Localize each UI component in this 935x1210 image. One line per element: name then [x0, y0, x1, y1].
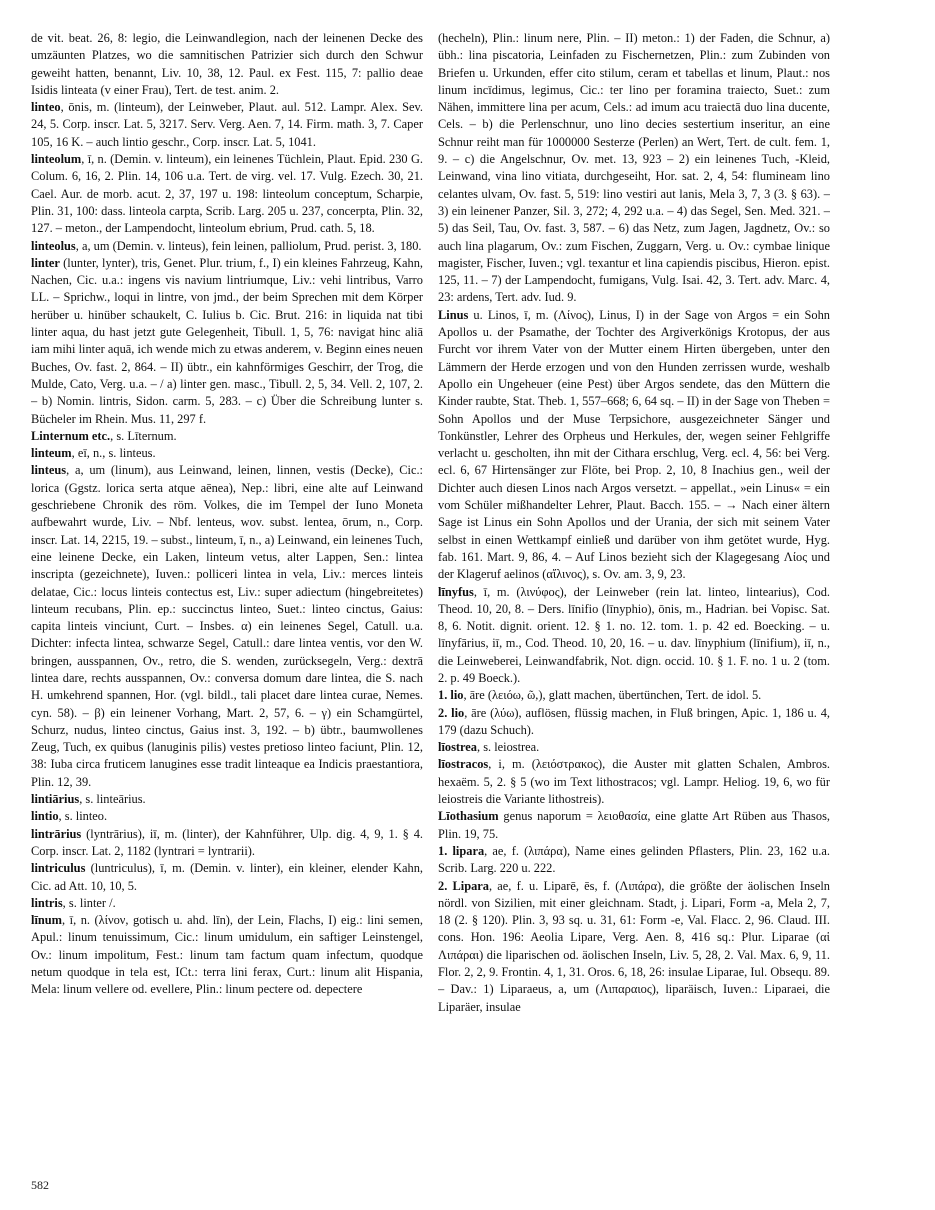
right-column: [438, 30, 830, 1180]
entry-text: , eī, n., s. linteus.: [71, 446, 156, 461]
entry-headword: lintris: [31, 895, 63, 910]
entry-text: , āre (λειόω, ῶ,), glatt machen, übertünchen, Tert. de idol. 5.: [463, 688, 762, 703]
dictionary-entry: [31, 895, 423, 912]
entry-headword: līnum: [31, 913, 62, 928]
dictionary-entry: [438, 843, 830, 878]
entry-text: , a, um (Demin. v. linteus), fein leinen, palliolum, Prud. perist. 3, 180.: [75, 238, 422, 253]
entry-headword: lintio: [31, 809, 59, 824]
entry-text: de vit. beat. 26, 8: legio, die Leinwandlegion, nach der leinenen Decke des umzäunten Platzes, wo die samnitischen Patrizier sich durch den Schwur geweiht hatten, benannt, Liv. 10, 38, 12. Paul. ex Fest. 115, 7: pallio deae Isidis linteata (v einer Frau), Tert. de test. anim. 2.: [31, 31, 423, 97]
entry-headword: līnyfus: [438, 584, 474, 599]
entry-headword: linter: [31, 255, 60, 270]
dictionary-entry: [438, 30, 830, 307]
dictionary-entry: [31, 860, 423, 895]
dictionary-entry: [31, 912, 423, 998]
entry-text: u. Linos, ī, m. (Λίνος), Linus, I) in der Sage von Argos = ein Sohn Apollos u. der Psamathe, der Tochter des Argiverkönigs Krotopus, der aus Furcht vor ihrem Vater von der Mutter einem Hirten übergeben, unter den Lämmern der Herde erzogen und von den Hunden zerrissen wurde, weshalb Apollo ein Ungeheuer (eine Pest) über Argos sendete, das den Müttern die Kinder raubte, Stat. Theb. 1, 557–668; 6, 64 sq. – II) in der Sage von Theben = Sohn Apollos und der Muse Terpsichore, ausgezeichneter Sänger und Tonkünstler, Lehrer des Orpheus und Herkules, der, wegen seiner Fehlgriffe verlacht u. gescholten, ihn mit der Cithara erschlug, Verg. ecl. 4, 56: bei Verg. ecl. 6, 67 Hirtensänger zur Flöte, bei Prop. 2, 10, 8 Inachius gen., weil der Dichter auch diesen Linos nach Argos versetzt. – appellat., »ein Linus« = ein vom Schüler mißhandelter Lehrer, Plaut. Bacch. 155. – → Nach einer ältern Sage ist Linus ein Sohn Apollos und der Urania, der sich mit seinem Vater selbst in einen Wettkampf einließ und darüber von ihm getötet wurde, Hyg. fab. 161. Mart. 9, 86, 4. – Auf Linos bezieht sich der Klagegesang Λίος und der Klageruf aelinos (αἴλινος), s. Ov. am. 3, 9, 23.: [438, 307, 830, 582]
entry-headword: linteus: [31, 463, 67, 478]
dictionary-entry: [31, 99, 423, 151]
entry-headword: lintriculus: [31, 861, 86, 876]
entry-headword: 2. lio: [438, 705, 465, 720]
entry-headword: līostracos: [438, 757, 489, 772]
entry-text: , s. Līternum.: [110, 428, 177, 443]
entry-text: , ī, n. (λίνον, gotisch u. ahd. līn), der Lein, Flachs, I) eig.: lini semen, Apul.: linum tenuissimum, Cic.: linum umidulum, ein saftiger Leinstengel, Ov.: linum impolitum, Fest.: linum tam factum quam infectum, quodque netum quodque in tela est, ICt.: terra lini ferax, Curt.: linum alit Hispania, Mela: linum vellere od. evellere, Plin.: linum pectere od. depectere: [31, 913, 423, 997]
entry-headword: Linus: [438, 307, 469, 322]
entry-text: , ī, n. (Demin. v. linteum), ein leinenes Tüchlein, Plaut. Epid. 230 G. Colum. 6, 16, 2. Plin. 14, 106 u.a. Tert. de virg. vel. 17. Vulg. Ezech. 30, 21. Cael. Aur. de morb. acut. 2, 37, 197 u. 198: linteolum conceptum, Scharpie, Plin. 31, 100: dass. linteola carpta, Scrib. Larg. 205 u. 237, concerpta, Plin. 32, 127. – meton., der Lampendocht, linteolum ebrium, Prud. cath. 5, 18.: [31, 152, 423, 236]
dictionary-entry: [438, 756, 830, 808]
dictionary-entry: [31, 808, 423, 825]
entry-headword: līostrea: [438, 740, 477, 755]
dictionary-entry: [438, 705, 830, 740]
dictionary-entry: [31, 826, 423, 861]
entry-headword: 1. lio: [438, 688, 464, 703]
dictionary-entry: [31, 428, 423, 445]
entry-text: , ae, f. u. Liparē, ēs, f. (Λιπάρα), die größte der äolischen Inseln nördl. von Sizilien, mit einer gleichnam. Stadt, j. Lipari, Form -a, Mela 2, 7, 18 (2. § 120). Plin. 3, 93 sq. u. 31, 61: Form -e, Val. Flacc. 2, 96. Claud. III. cons. Hon. 196: Aeolia Lipare, Verg. Aen. 8, 416 sq.: Plur. Liparae (αἱ Λιπάραι) die liparischen od. äolischen Inseln, Liv. 5, 28, 2. Val. Max. 6, 9, 11. Flor. 2, 2, 9. Frontin. 4, 1, 31. Oros. 6, 18, 26: insulae Liparae, Iul. Obsequ. 89. – Dav.: 1) Liparaeus, a, um (Λιπαραιος), liparäisch, Iuven.: Liparaei, die Liparäer, insulae: [438, 878, 830, 1014]
entry-headword: linteo: [31, 100, 61, 115]
dictionary-entry: [438, 808, 830, 843]
dictionary-entry: [31, 30, 423, 99]
entry-text: , ae, f. (λιπάρα), Name eines gelinden Pflasters, Plin. 23, 162 u.a. Scrib. Larg. 220 u. 222.: [438, 843, 830, 876]
entry-headword: lintrārius: [31, 826, 82, 841]
entry-headword: Līothasium: [438, 809, 499, 824]
entry-headword: 2. Lipara: [438, 878, 489, 893]
entry-headword: Linternum etc.: [31, 428, 111, 443]
entry-headword: 1. lipara: [438, 843, 485, 858]
dictionary-entry: [438, 687, 830, 704]
dictionary-entry: [31, 151, 423, 237]
entry-text: , s. linter /.: [62, 895, 116, 910]
dictionary-entry: [31, 255, 423, 428]
entry-text: genus naporum = λειοθασία, eine glatte Art Rüben aus Thasos, Plin. 19, 75.: [438, 809, 830, 841]
entry-text: , s. leiostrea.: [477, 740, 540, 755]
page-number: 582: [31, 1178, 49, 1192]
entry-text: (lunter, lynter), tris, Genet. Plur. trium, f., I) ein kleines Fahrzeug, Kahn, Nachen, Cic. u.a.: ingens vis navium lintriumque, Liv.: vehi lintribus, Varro LL. – Sprichw., loqui in lintre, von jmd., der beim Sprechen mit dem Körper herüber u. hinüber schaukelt, C. Iulius b. Cic. Brut. 216: in liquida nat tibi linter aqua, du hast jetzt gute Gelegenheit, Tibull. 1, 5, 76: navigat hinc aliā iam mihi linter aquā, ich wende mich zu etwas anderem, v. Beginn eines neuen Buches, Ov. fast. 2, 864. – II) übtr., ein kahnförmiges Geschirr, der Trog, die Mulde, Cato, Verg. u.a. – / a) linter gen. masc., Tibull. 2, 5, 34. Vell. 2, 107, 2. – b) Nomin. lintris, Sidon. carm. 5, 283. – c) Über die Schreibung lunter s. Bücheler im Rhein. Mus. 11, 297 f.: [31, 255, 423, 426]
dictionary-entry: [438, 584, 830, 688]
entry-text: , s. linteo.: [58, 809, 108, 824]
left-column: [31, 30, 423, 1180]
entry-headword: linteum: [31, 446, 72, 461]
entry-text: , āre (λύω), auflösen, flüssig machen, in Fluß bringen, Apic. 1, 186 u. 4, 179 (dazu Schuch).: [438, 705, 830, 737]
entry-headword: linteolum: [31, 152, 82, 167]
entry-text: , s. linteārius.: [79, 792, 146, 807]
dictionary-entry: [31, 791, 423, 808]
dictionary-entry: [31, 462, 423, 791]
entry-text: (hecheln), Plin.: linum nere, Plin. – II) meton.: 1) der Faden, die Schnur, a) übh.: lina piscatoria, Leinfaden zu Fischernetzen, Plin.: zum Zubinden von Briefen u. Urkunden, effer cito stilum, ceram et tabellas et linum, Plaut.: nos linum incīdimus, legimus, Cic.: ter lino per foramina traiecto, Suet.: zum Nähen, immittere lina per acum, Cels.: ad imum acu traiectā duo lina ducente, Cels. – b) die Perlenschnur, uno lino decies sestertium inseritur, an eine Schnur reiht man für 1000000 Sesterze (Perlen) an Wert, Tert. de cult. fem. 1, 9. – c) die Angelschnur, Ov. met. 13, 923 – 2) ein leinenes Tuch, -Kleid, Leinwand, vina lino vitiata, durchgeseiht, Hor. sat. 2, 4, 54: flumineam lino celantes ulvam, Ov. fast. 5, 519: lino vestiri aut lanis, Mela 3, 7, 3 (3. § 63). – 3) ein leinener Panzer, Sil. 3, 272; 4, 292 u.a. – 4) das Segel, Sen. Med. 321. – 5) das Seil, Tau, Ov. fast. 3, 587. – 6) das Netz, zum Jagen, Jagdnetz, Ov.: so auch lina plagarum, Ov.: zum Fischen, Zuggarn, Verg. u. Ov.: cymbae linique magister, Fischer, Iuven.; vgl. texantur et lina capiendis piscibus, Hieron. epist. 125, 11. – 7) der Lampendocht, fumigans, Vulg. Isai. 42, 3. Tert. adv. Marc. 4, 23: ardens, Tert. adv. Iud. 9.: [438, 31, 830, 305]
entry-text: (luntriculus), ī, m. (Demin. v. linter), ein kleiner, elender Kahn, Cic. ad Att. 10, 10, 5.: [31, 861, 423, 893]
entry-text: , ī, m. (λινύφος), der Leinweber (rein lat. linteo, lintearius), Cod. Theod. 10, 20, 8. – Ders. līnifio (līnyphio), ōnis, m., Hadrian. bei Vopisc. Sat. 8, 6. Notit. dignit. orient. 12. § 1. no. 12. tom. 1. p. 42 ed. Boecking. – u. līnyfārius, iī, m., Cod. Theod. 10, 20, 16. – u. dav. līnyphium (līnifium), iī, n., die Leinweberei, Leinwandfabrik, Not. dign. occid. 10. § 1. F. no. 1 u. 2 (tom. 2. p. 49 Boeck.).: [438, 584, 830, 685]
entry-headword: linteolus: [31, 238, 76, 253]
entry-text: , a, um (linum), aus Leinwand, leinen, linnen, vestis (Decke), Cic.: lorica (Ggstz. lorica serta atque aēnea), Nep.: libri, eine alte auf Leinwand geschriebene Chronik des röm. Volkes, die im Tempel der Iuno Moneta aufbewahrt wurde, Liv. – Nbf. lenteus, wov. subst. lentea, ōrum, n., Corp. inscr. Lat. 14, 2215, 19. – subst., linteum, ī, n., a) Leinwand, ein leinenes Tuch, eine leinene Decke, ein Laken, linteum vetus, alter Lappen, Sen.: lintea inscripta (gezeichnete), Iuven.: polliceri lintea in vela, Liv.: merces linteis delatae, Cic.: locus linteis contectus est, Liv.: super adiectum (hingebreitetes) linteum recubans, Plin. ep.: succinctus linteo, Suet.: linteo cinctus, Gaius: capita linteis vinciunt, Curt. – Insbes. α) ein leinenes Segel, Catull. u.a. Dichter: infecta lintea, schwarze Segel, Catull.: dare lintea ventis, vor den W. bringen, ausspannen, Ov., retro, die S. wenden, zurücksegeln, Verg.: dextrā lintea dare, rechts ausspannen, Ov.: conversa domum dare lintea, die S. nach H. umkehrend spannen, Hor. (vgl. bildl., tali placet dare lintea curae, Nemes. cyn. 58). – β) ein leinener Vorhang, Mart. 2, 57, 6. – γ) ein Schamgürtel, Schurz, nudus, linteo cinctus, Gaius inst. 3, 192. – b) übtr., baumwollenes Zeug, Tuch, ex quibus (lanuginis pilis) vestes pretioso linteo faciunt, Plin. 12, 38: Iuba circa fruticem lanugines esse tradit linteaque ea Indicis praestantiora, Plin. 12, 39.: [31, 463, 423, 789]
entry-text: (lyntrārius), iī, m. (linter), der Kahnführer, Ulp. dig. 4, 9, 1. § 4. Corp. inscr. Lat. 2, 1182 (lyntrari = lyntrarii).: [31, 826, 423, 858]
dictionary-entry: [31, 445, 423, 462]
entry-headword: lintiārius: [31, 792, 80, 807]
dictionary-entry: [438, 307, 830, 584]
dictionary-entry: [31, 238, 423, 255]
entry-text: , i, m. (λειόστρακος), die Auster mit glatten Schalen, Ambros. hexaëm. 5, 2. § 5 (wo im Text lithostracos; vgl. Lampr. Heliog. 19, 6, wo für leiostreis die Variante lithostreis).: [438, 757, 830, 807]
entry-text: , ōnis, m. (linteum), der Leinweber, Plaut. aul. 512. Lampr. Alex. Sev. 24, 5. Corp. inscr. Lat. 5, 3217. Serv. Verg. Aen. 7, 14. Firm. math. 3, 7. Caper 105, 16 K. – auch lintio geschr., Corp. inscr. Lat. 5, 1041.: [31, 100, 423, 149]
dictionary-entry: [438, 739, 830, 756]
dictionary-entry: [438, 878, 830, 1016]
